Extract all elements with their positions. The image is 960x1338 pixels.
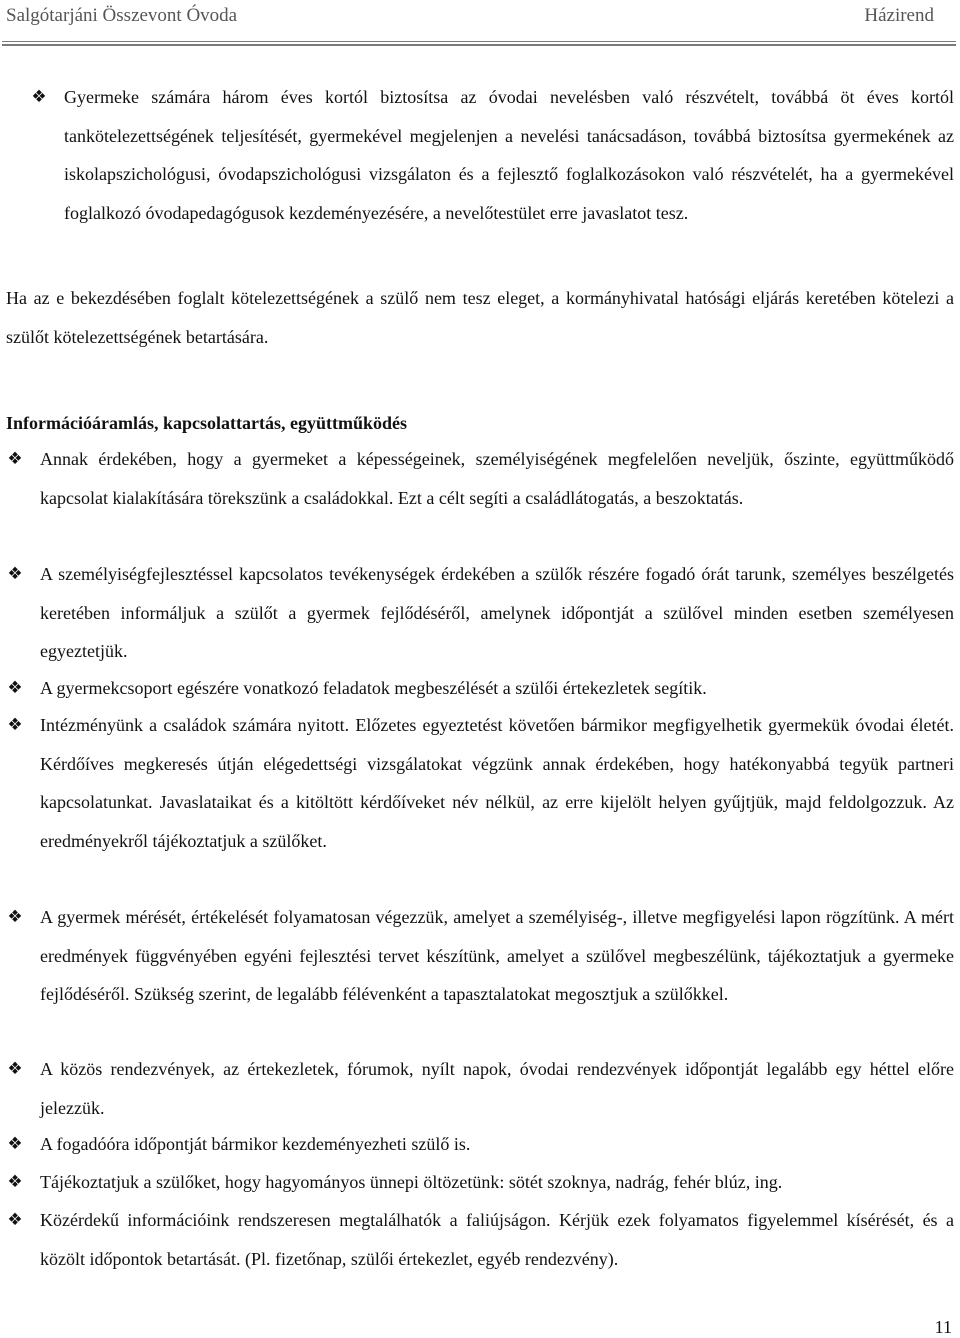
list-item <box>7 440 954 517</box>
list-item <box>7 706 954 860</box>
diamond-bullet-icon: ❖ <box>7 449 23 469</box>
diamond-bullet-icon: ❖ <box>7 715 23 735</box>
list-item-text: A gyermekcsoport egészére vonatkozó feladatok megbeszélését a szülői értekezletek segítik. <box>40 678 707 698</box>
section-heading: Információáramlás, kapcsolattartás, együttműködés <box>6 413 407 433</box>
diamond-bullet-icon: ❖ <box>7 1172 23 1192</box>
intro-bullet-text: Gyermeke számára három éves kortól biztosítsa az óvodai nevelésben való részvételt, továbbá öt éves kortól tankötelezettségének teljesítését, gyermekével megjelenjen a nevelési tanácsadáson, továbbá biztosítsa gyermekének az iskolapszichológusi, óvodapszichológusi vizsgálaton és a fejlesztő foglalkozásokon való részvételét, ha a gyermekével foglalkozó óvodapedagógusok kezdeményezésére, a nevelőtestület erre javaslatot tesz. <box>64 87 954 223</box>
list-item-text: A fogadóóra időpontját bármikor kezdeményezheti szülő is. <box>40 1134 471 1154</box>
list-item <box>7 1125 954 1164</box>
list-item <box>7 555 954 671</box>
intro-paragraph <box>6 279 954 356</box>
header-divider-thick <box>2 44 956 46</box>
diamond-bullet-icon: ❖ <box>7 907 23 927</box>
list-item-text: A személyiségfejlesztéssel kapcsolatos tevékenységek érdekében a szülők részére fogadó órát tarunk, személyes beszélgetés keretében informáljuk a szülőt a gyermek fejlődéséről, amelynek időpontját a szülővel minden esetben személyesen egyeztetjük. <box>40 564 954 662</box>
list-item <box>7 898 954 1014</box>
header-divider <box>2 41 956 42</box>
list-item-text: A gyermek mérését, értékelését folyamatosan végezzük, amelyet a személyiség-, illetve megfigyelési lapon rögzítünk. A mért eredmények függvényében egyéni fejlesztési tervet készítünk, amelyet a szülővel megbeszélünk, tájékoztatjuk a gyermeke fejlődéséről. Szükség szerint, de legalább félévenként a tapasztalatokat megosztjuk a szülőkkel. <box>40 907 954 1005</box>
header-institution-name: Salgótarjáni Összevont Óvoda <box>6 5 238 26</box>
diamond-bullet-icon: ❖ <box>31 87 47 107</box>
diamond-bullet-icon: ❖ <box>7 1059 23 1079</box>
diamond-bullet-icon: ❖ <box>7 1134 23 1154</box>
page-number: 11 <box>934 1317 952 1337</box>
list-item-text: Közérdekű információink rendszeresen megtalálhatók a faliújságon. Kérjük ezek folyamatos figyelemmel kísérését, és a közölt időpontok betartását. (Pl. fizetőnap, szülői értekezlet, egyéb rendezvény). <box>40 1210 954 1269</box>
list-item <box>7 669 954 708</box>
diamond-bullet-icon: ❖ <box>7 1210 23 1230</box>
diamond-bullet-icon: ❖ <box>7 564 23 584</box>
intro-paragraph-text: Ha az e bekezdésében foglalt kötelezettségének a szülő nem tesz eleget, a kormányhivatal hatósági eljárás keretében kötelezi a szülőt kötelezettségének betartására. <box>6 288 954 347</box>
list-item <box>7 1201 954 1278</box>
list-item-text: Tájékoztatjuk a szülőket, hogy hagyományos ünnepi öltözetünk: sötét szoknya, nadrág, fehér blúz, ing. <box>40 1172 783 1192</box>
list-item-text: A közös rendezvények, az értekezletek, fórumok, nyílt napok, óvodai rendezvények időpontját legalább egy héttel előre jelezzük. <box>40 1059 954 1118</box>
list-item <box>7 1050 954 1127</box>
intro-bullet <box>31 78 954 232</box>
list-item <box>7 1163 954 1202</box>
list-item-text: Intézményünk a családok számára nyitott. Előzetes egyeztetést követően bármikor megfigyelhetik gyermekük óvodai életét. Kérdőíves megkeresés útján elégedettségi vizsgálatokat végzünk annak érdekében, hogy hatékonyabbá tegyük partneri kapcsolatunkat. Javaslataikat és a kitöltött kérdőíveket név nélkül, az erre kijelölt helyen gyűjtjük, majd feldolgozzuk. Az eredményekről tájékoztatjuk a szülőket. <box>40 715 954 851</box>
page-header <box>6 4 956 28</box>
list-item-text: Annak érdekében, hogy a gyermeket a képességeinek, személyiségének megfelelően neveljük, őszinte, együttműködő kapcsolat kialakítására törekszünk a családokkal. Ezt a célt segíti a családlátogatás, a beszoktatás. <box>40 449 954 508</box>
diamond-bullet-icon: ❖ <box>7 678 23 698</box>
header-document-title: Házirend <box>864 5 934 26</box>
